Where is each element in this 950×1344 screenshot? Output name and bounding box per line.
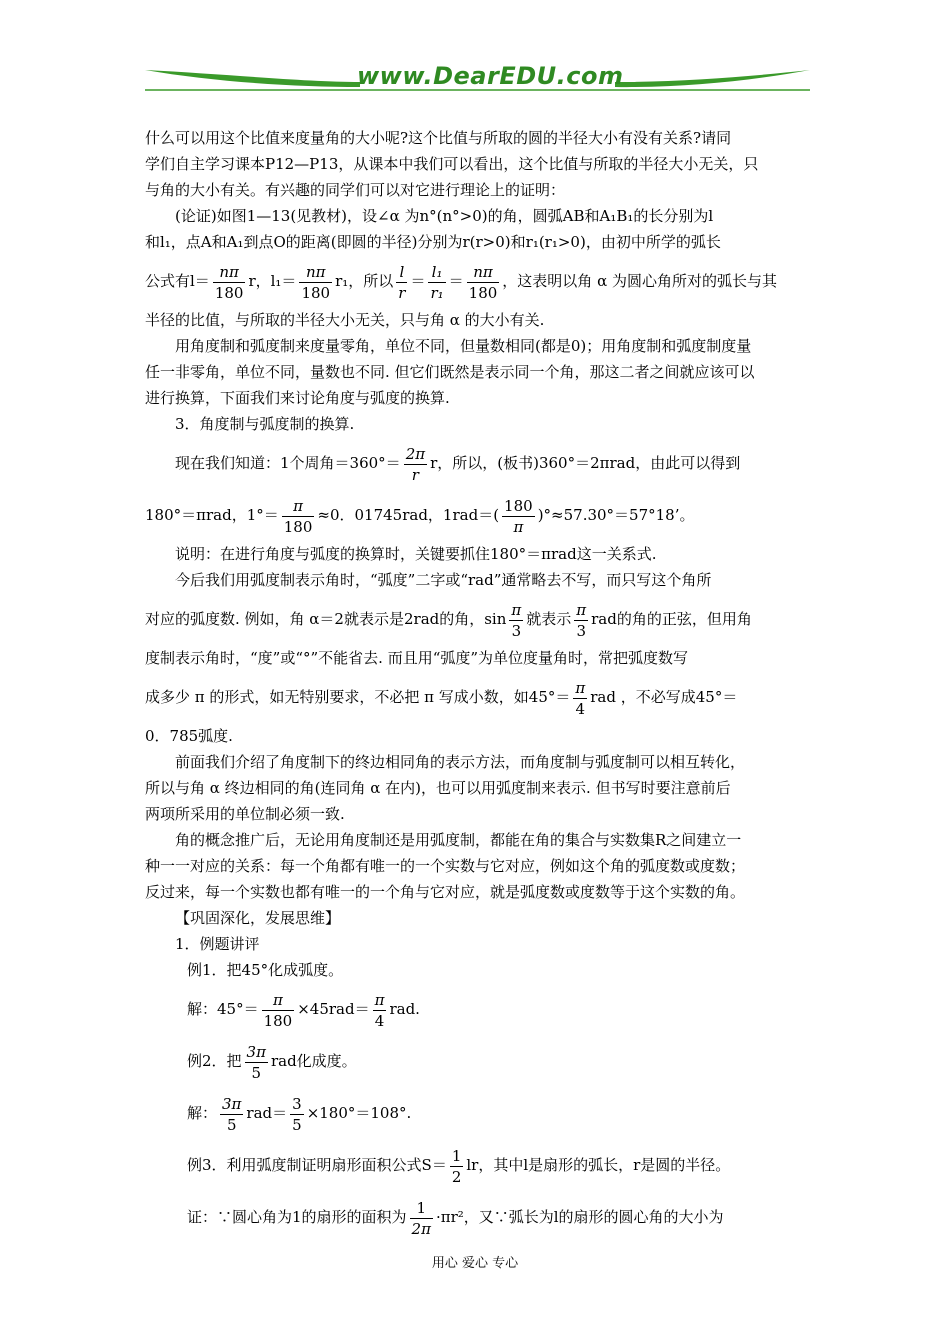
text-line: 1．例题讲评 [175,935,260,953]
formula-line: 解：45°＝ $\frac{\pi}{180}$ ×45rad＝ $\frac{\pi}{4}$ rad. [187,990,420,1030]
fraction: $\frac{3\pi}{5}$ [246,1042,266,1082]
text-line: 种一一对应的关系：每一个角都有唯一的一个实数与它对应，例如这个角的弧度数或度数； [145,857,746,875]
text-line: 3．角度制与弧度制的换算. [175,415,355,433]
text-line: 反过来，每一个实数也都有唯一的一个角与它对应，就是弧度数或度数等于这个实数的角。 [145,883,746,901]
site-logo: www.DearEDU.com [357,62,624,90]
fraction: $\frac{n\pi}{180}$ [301,262,331,302]
formula-line: 180°＝πrad，1°＝ $\frac{\pi}{180}$ ≈0．01745rad，1rad＝( $\frac{180}{\pi}$ )°≈57.30°＝57°18’。 [145,496,695,536]
fraction: $\frac{\pi}{3}$ [576,600,587,640]
text-line: (论证)如图1—13(见教材)，设∠α 为n°(n°>0)的角，圆弧AB和A₁B₁的长分别为l [175,207,714,225]
text-line: 前面我们介绍了角度制下的终边相同角的表示方法，而角度制与弧度制可以相互转化， [175,753,746,771]
fraction: $\frac{180}{\pi}$ [504,496,533,536]
fraction: $\frac{\pi}{4}$ [374,990,385,1030]
fraction: $\frac{n\pi}{180}$ [468,262,498,302]
text-line: 用角度制和弧度制来度量零角，单位不同，但量数相同(都是0)；用角度制和弧度制度量 [175,337,752,355]
page-header [145,60,810,100]
section-heading: 【巩固深化，发展思维】 [175,909,341,927]
fraction: $\frac{\text{l₁}}{\text{r₁}}$ [430,262,444,302]
fraction: $\frac{\pi}{3}$ [511,600,522,640]
text-line: 学们自主学习课本P12—P13，从课本中我们可以看出，这个比值与所取的半径大小无关，只 [145,155,759,173]
text-line: 什么可以用这个比值来度量角的大小呢?这个比值与所取的圆的半径大小有没有关系?请同 [145,129,732,147]
fraction: $\frac{l}{r}$ [398,262,406,302]
text-line: 两项所采用的单位制必须一致. [145,805,345,823]
fraction: $\frac{n\pi}{180}$ [214,262,244,302]
text-line: 角的概念推广后，无论用角度制还是用弧度制，都能在角的集合与实数集R之间建立一 [175,831,742,849]
formula-line: 解： $\frac{3\pi}{5}$ rad＝ $\frac{3}{5}$ ×180°＝108°. [187,1094,412,1134]
text-line: 今后我们用弧度制表示角时，“弧度”二字或“rad”通常略去不写，而只写这个角所 [175,571,712,589]
text-line: 例1．把45°化成弧度。 [187,961,344,979]
document-body [145,125,810,1243]
formula-line: 公式有l＝ $\frac{n\pi}{180}$ r，l₁＝ $\frac{n\pi}{180}$ r₁，所以 $\frac{l}{r}$ ＝ $\frac{\text{l₁}}{\text{r₁}}$ ＝ $\frac{n\pi}{180}$ ，这表明以角 α 为圆心角所对的弧长与其 [145,262,777,302]
formula-line: 证：∵圆心角为1的扇形的面积为 $\frac{1}{2\pi}$ ·πr²，又∵弧长为l的扇形的圆心角的大小为 [187,1198,724,1238]
fraction: $\frac{\pi}{180}$ [263,990,293,1030]
fraction: $\frac{\pi}{180}$ [283,496,313,536]
text-line: 半径的比值，与所取的半径大小无关，只与角 α 的大小有关. [145,311,545,329]
text-line: 0．785弧度. [145,727,233,745]
fraction: $\frac{3\pi}{5}$ [222,1094,242,1134]
fraction: $\frac{1}{2}$ [451,1146,462,1186]
formula-line: 现在我们知道：1个周角＝360°＝ $\frac{2\pi}{r}$ r，所以，(板书)360°＝2πrad，由此可以得到 [175,444,741,484]
text-line: 任一非零角，单位不同，量数也不同. 但它们既然是表示同一个角，那这二者之间就应该可以 [145,363,755,381]
text-line: 进行换算，下面我们来讨论角度与弧度的换算. [145,389,450,407]
fraction: $\frac{2\pi}{r}$ [405,444,426,484]
formula-line: 例3．利用弧度制证明扇形面积公式S＝ $\frac{1}{2}$ lr，其中l是扇形的弧长，r是圆的半径。 [187,1146,731,1186]
formula-line: 对应的弧度数. 例如，角 α＝2就表示是2rad的角，sin $\frac{\pi}{3}$ 就表示 $\frac{\pi}{3}$ rad的角的正弦，但用角 [145,600,752,640]
text-line: 与角的大小有关。有兴趣的同学们可以对它进行理论上的证明： [145,181,566,199]
fraction: $\frac{3}{5}$ [292,1094,302,1134]
formula-line: 成多少 π 的形式，如无特别要求，不必把 π 写成小数，如45°＝ $\frac{\pi}{4}$ rad ，不必写成45°＝ [145,678,738,718]
text-line: 和l₁，点A和A₁到点O的距离(即圆的半径)分别为r(r>0)和r₁(r₁>0)，由初中所学的弧长 [145,233,721,251]
fraction: $\frac{1}{2\pi}$ [411,1198,431,1238]
text-line: 度制表示角时，“度”或“°”不能省去. 而且用“弧度”为单位度量角时，常把弧度数写 [145,649,689,667]
fraction: $\frac{\pi}{4}$ [575,678,586,718]
text-line: 说明：在进行角度与弧度的换算时，关键要抓住180°＝πrad这一关系式. [175,545,657,563]
formula-line: 例2．把 $\frac{3\pi}{5}$ rad化成度。 [187,1042,357,1082]
text-line: 所以与角 α 终边相同的角(连同角 α 在内)，也可以用弧度制来表示. 但书写时要注意前后 [145,779,731,797]
page-footer: 用心 爱心 专心 [431,1256,519,1271]
